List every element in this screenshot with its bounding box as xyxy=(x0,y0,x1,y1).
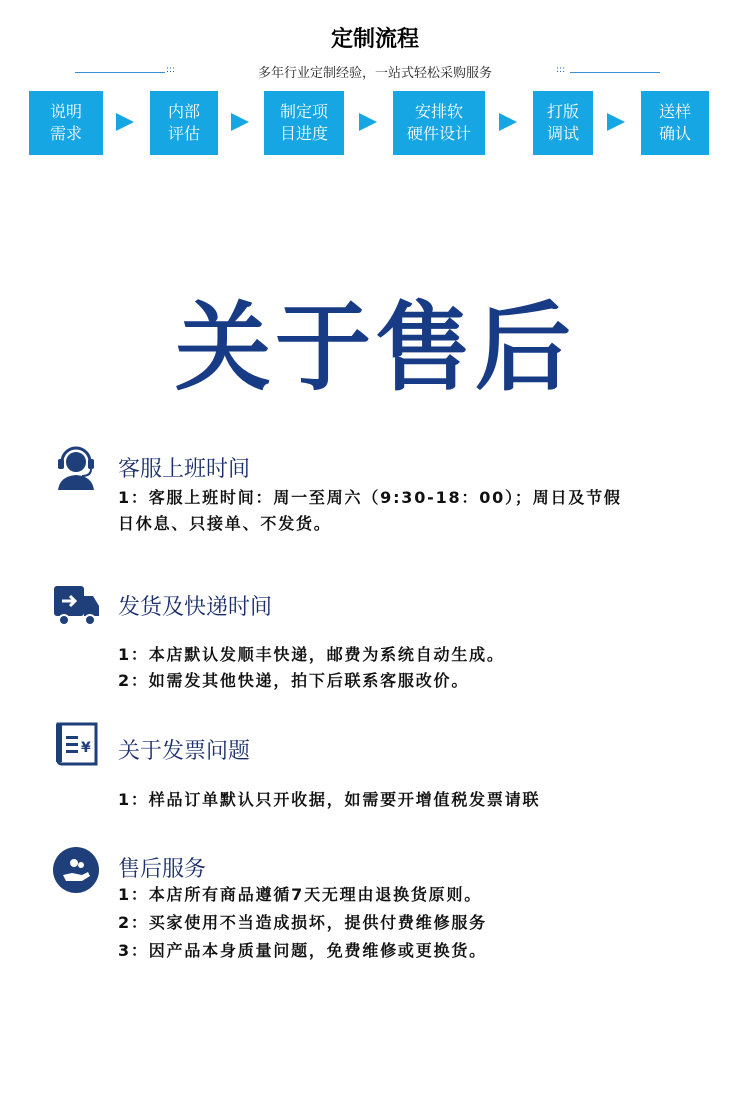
section-line: 1：本店所有商品遵循7天无理由退换货原则。 xyxy=(118,885,483,904)
divider-right xyxy=(570,72,660,73)
section-title: 客服上班时间 xyxy=(118,457,251,482)
section-line: 1：客服上班时间：周一至周六（9:30-18：00）；周日及节假 xyxy=(118,488,622,507)
arrow-right-icon xyxy=(359,113,377,131)
subtitle: 多年行业定制经验，一站式轻松采购服务 xyxy=(257,66,492,81)
section-line: 日休息、只接单、不发货。 xyxy=(118,514,332,533)
dots-right: ::: xyxy=(556,65,566,75)
section-service-hours xyxy=(0,440,750,550)
section-title: 售后服务 xyxy=(118,857,207,882)
step-4: 安排软 硬件设计 xyxy=(393,91,485,155)
after-sales-service-icon xyxy=(52,846,100,894)
delivery-truck-icon xyxy=(52,580,100,628)
page-title: 定制流程 xyxy=(330,26,419,52)
arrow-right-icon xyxy=(116,113,134,131)
step-5: 打版 调试 xyxy=(533,91,593,155)
customer-service-headset-icon xyxy=(52,442,100,490)
step-1: 说明 需求 xyxy=(29,91,103,155)
section-line: 1：本店默认发顺丰快递，邮费为系统自动生成。 xyxy=(118,645,505,664)
step-6: 送样 确认 xyxy=(641,91,709,155)
arrow-right-icon xyxy=(499,113,517,131)
section-line: 2：如需发其他快递，拍下后联系客服改价。 xyxy=(118,671,470,690)
section-title: 发货及快递时间 xyxy=(118,595,273,620)
section-line: 3：因产品本身质量问题，免费维修或更换货。 xyxy=(118,941,487,960)
arrow-right-icon xyxy=(231,113,249,131)
section-line: 2：买家使用不当造成损坏，提供付费维修服务 xyxy=(118,913,487,932)
process-steps xyxy=(0,91,750,155)
hero-title: 关于售后 xyxy=(175,292,575,404)
dots-left: ::: xyxy=(166,65,176,75)
arrow-right-icon xyxy=(607,113,625,131)
step-2: 内部 评估 xyxy=(150,91,218,155)
step-3: 制定项 目进度 xyxy=(264,91,344,155)
section-invoice xyxy=(0,720,750,810)
section-title: 关于发票问题 xyxy=(118,739,251,764)
subtitle-row xyxy=(0,62,750,82)
section-shipping xyxy=(0,578,750,698)
section-after-sales xyxy=(0,844,750,974)
svg-text:¥: ¥ xyxy=(81,740,91,756)
section-line: 1：样品订单默认只开收据，如需要开增值税发票请联 xyxy=(118,790,541,809)
invoice-icon xyxy=(52,720,100,768)
